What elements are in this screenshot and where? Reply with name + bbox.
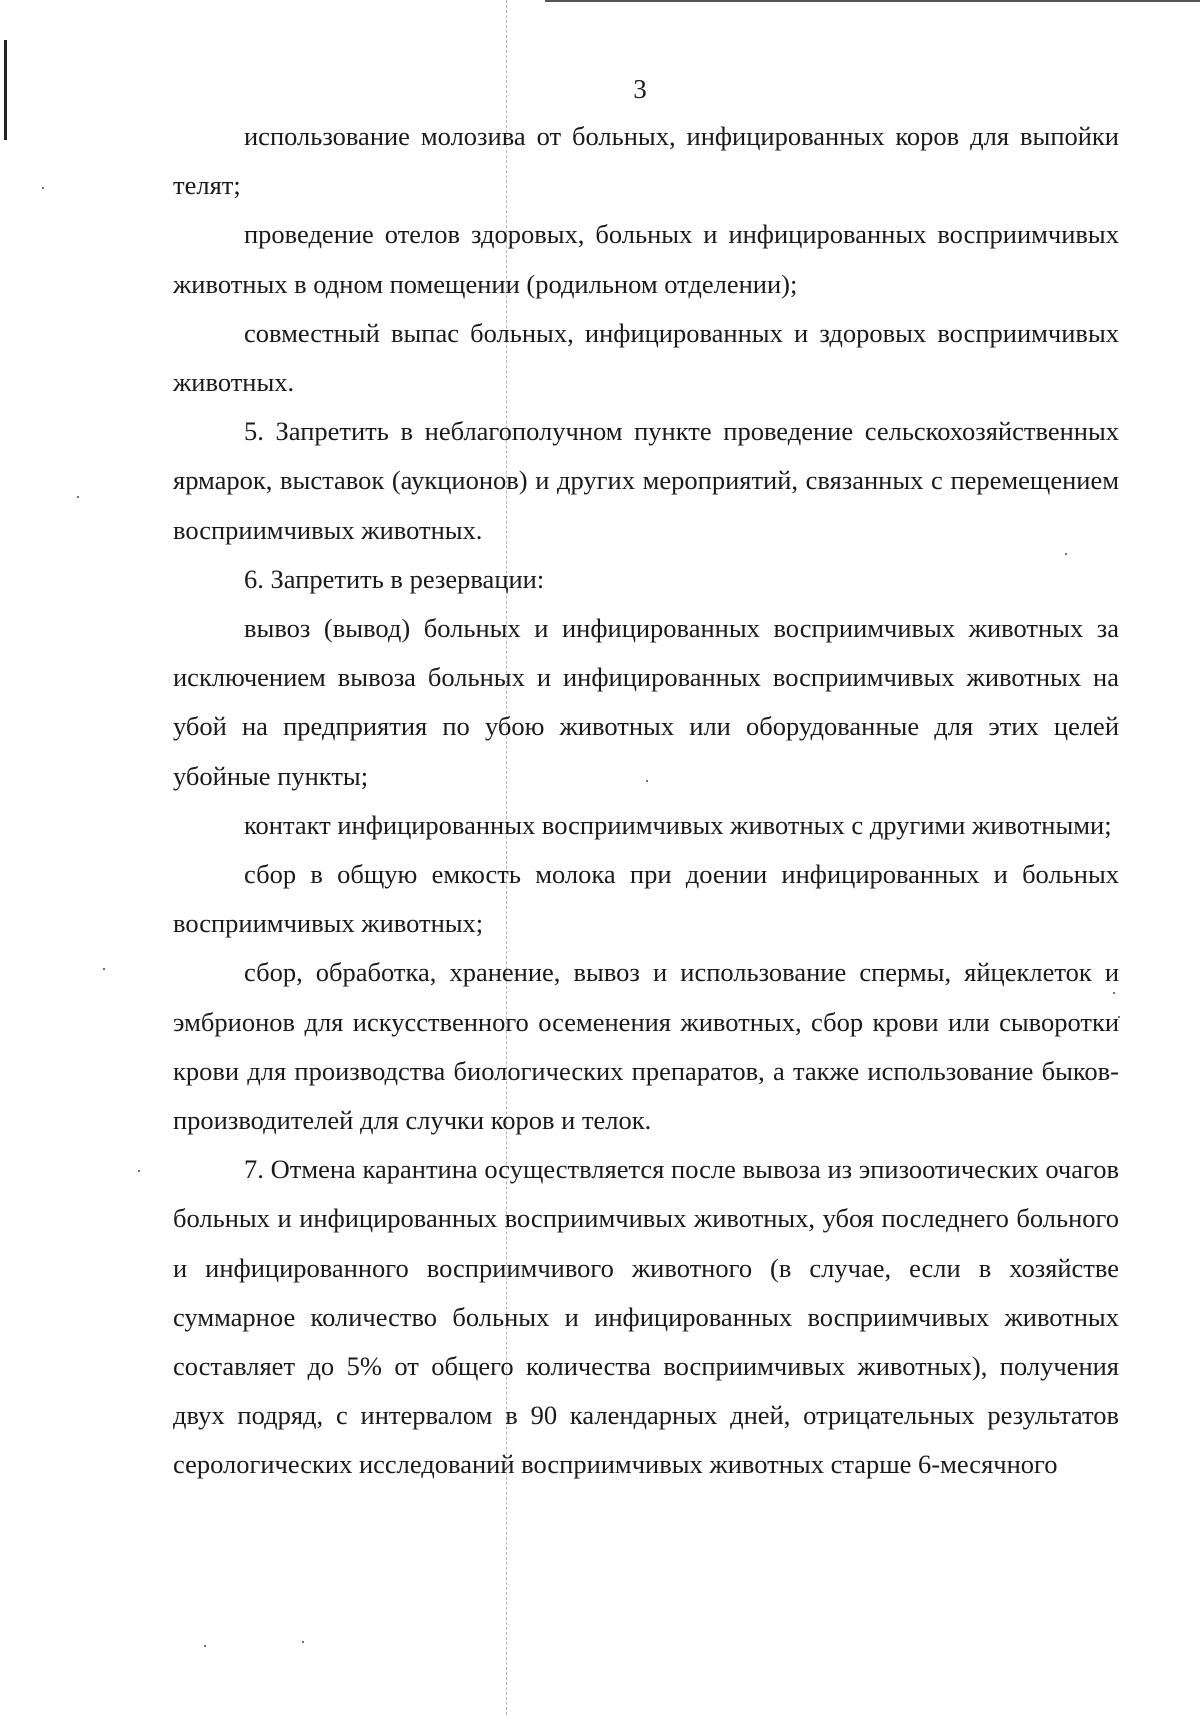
scan-top-edge bbox=[545, 0, 1200, 2]
scan-speck bbox=[77, 496, 79, 498]
scan-speck bbox=[138, 1170, 140, 1172]
paragraph-calving: проведение отелов здоровых, больных и инфицированных восприимчивых животных в одном помещении (родильном отделении); bbox=[173, 219, 1119, 299]
scan-speck bbox=[204, 1645, 206, 1647]
scan-speck bbox=[42, 187, 44, 189]
paragraph-colostrum-use: использование молозива от больных, инфицированных коров для выпойки телят; bbox=[173, 121, 1119, 201]
paragraph-joint-grazing: совместный выпас больных, инфицированных и здоровых восприимчивых животных. bbox=[173, 317, 1119, 398]
paragraph-item-5: 5. Запретить в неблагополучном пункте проведение сельскохозяйственных ярмарок, выставок (аукционов) и других мероприятий, связанных с перемещением восприимчивых животных. bbox=[173, 416, 1119, 545]
paragraph-item-6: 6. Запретить в резервации: bbox=[244, 563, 545, 594]
page-number: 3 bbox=[633, 74, 647, 104]
scan-speck bbox=[302, 1641, 304, 1643]
paragraph-milk-collection: сбор в общую емкость молока при доении инфицированных и больных восприимчивых животных; bbox=[173, 859, 1119, 939]
document-body bbox=[173, 112, 1119, 1490]
scan-speck bbox=[103, 968, 105, 970]
paragraph-item-7: 7. Отмена карантина осуществляется после вывоза из эпизоотических очагов больных и инфицированных восприимчивых животных, убоя последнего больного и инфицированного восприимчивого животного (в случае, если в хозяйстве суммарное количество больных и инфицированных восприимчивых животных составляет до 5% от общего количества восприимчивых животных), получения двух подряд, с интервалом в 90 календарных дней, отрицательных результатов серологических исследований восприимчивых животных старше 6-месячного bbox=[173, 1154, 1119, 1480]
paragraph-animal-export: вывоз (вывод) больных и инфицированных восприимчивых животных за исключением вывоза больных и инфицированных восприимчивых животных на убой на предприятия по убою животных или оборудованные для этих целей убойные пункты; bbox=[173, 613, 1119, 791]
paragraph-reproductive-material: сбор, обработка, хранение, вывоз и использование спермы, яйцеклеток и эмбрионов для искусственного осеменения животных, сбор крови или сыворотки крови для производства биологических препаратов, а также использование быков-производителей для случки коров и телок. bbox=[173, 957, 1119, 1136]
paragraph-contact: контакт инфицированных восприимчивых животных с другими животными; bbox=[244, 809, 1112, 840]
